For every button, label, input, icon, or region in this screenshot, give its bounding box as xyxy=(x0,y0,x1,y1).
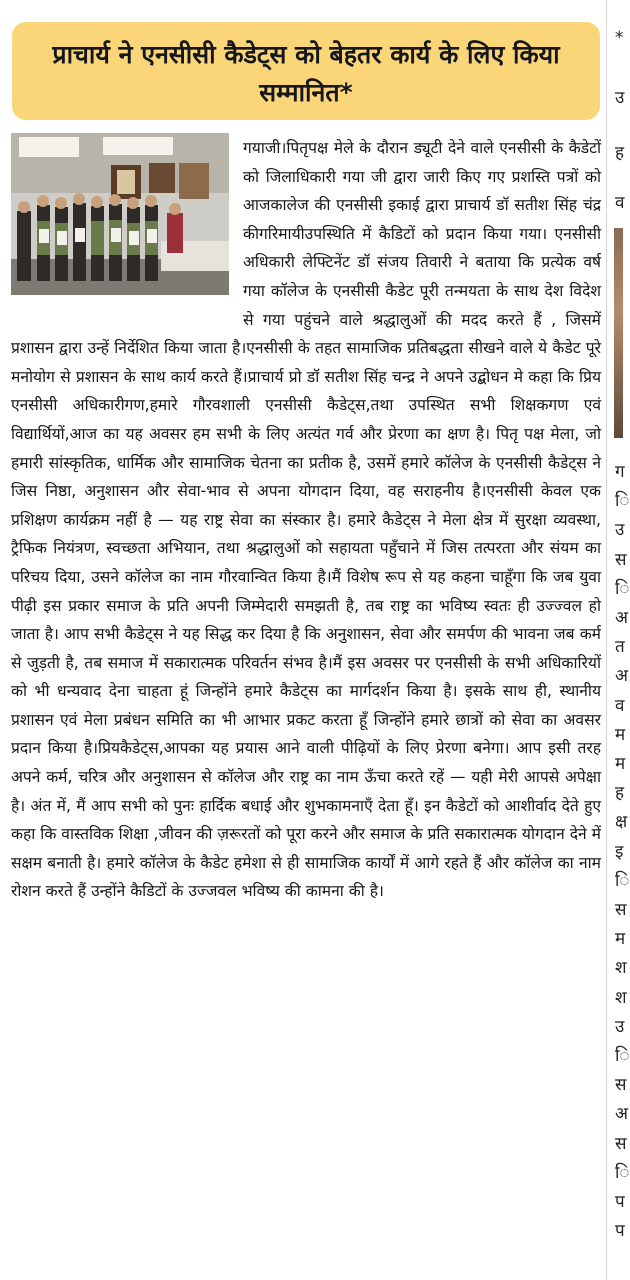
adjacent-text-fragment: म xyxy=(615,724,626,745)
adjacent-text-fragment: ि xyxy=(615,491,630,512)
column-divider xyxy=(606,0,607,1280)
adjacent-text-fragment: ि xyxy=(615,1162,630,1183)
adjacent-text-fragment: उ xyxy=(615,1016,625,1037)
adjacent-text-fragment: उ xyxy=(615,520,625,541)
adjacent-text-fragment: ग xyxy=(615,462,625,482)
adjacent-text-fragment: अ xyxy=(615,1104,628,1125)
adjacent-text-fragment: स xyxy=(615,900,627,920)
adjacent-text-fragment: स xyxy=(615,549,627,570)
adjacent-text-fragment: प xyxy=(615,1221,625,1242)
article-text: गयाजी।पितृपक्ष मेले के दौरान ड्यूटी देने वाले एनसीसी के कैडेटों को जिलाधिकारी गया जी द्वारा जारी किए गए प्रशस्ति पत्रों को आजकालेज की एनसीसी इकाई द्वारा प्राचार्य डॉ सतीश सिंह चंद्र कीगरिमायीउपस्थिति में कैडिटों को प्रदान किया गया। एनसीसी अधिकारी लेफ्टिनेंट डॉ संजय तिवारी ने बताया कि प्रत्येक वर्ष गया कॉलेज के एनसीसी कैडेट पूरी तन्मयता के साथ देश विदेश से गया पहुंचने वाले श्रद्धालुओं की मदद करते हैं , जिसमें प्रशासन द्वारा उन्हें निर्देशित किया जाता है।एनसीसी के तहत सामाजिक प्रतिबद्धता सीखने वाले ये कैडेट पूरे मनोयोग से प्रशासन के साथ कार्य करते हैं।प्राचार्य प्रो डॉ सतीश सिंह चन्द्र ने अपने उद्बोधन मे कहा कि प्रिय एनसीसी अधिकारीगण,हमारे गौरवशाली एनसीसी कैडेट्स,तथा उपस्थित सभी शिक्षकगण एवं विद्यार्थियों,आज का यह अवसर हम सभी के लिए अत्यंत गर्व और प्रेरणा का क्षण है। पितृ पक्ष मेला, जो हमारी सांस्कृतिक, धार्मिक और सामाजिक चेतना का प्रतीक है, उसमें हमारे कॉलेज के एनसीसी कैडेट्स ने जिस निष्ठा, अनुशासन और सेवा-भाव से अपना योगदान दिया, वह सराहनीय है।एनसीसी केवल एक प्रशिक्षण कार्यक्रम नहीं है — यह राष्ट्र सेवा का संस्कार है। हमारे कैडेट्स ने मेला क्षेत्र में सुरक्षा व्यवस्था, ट्रैफिक नियंत्रण, स्वच्छता अभियान, तथा श्रद्धालुओं को सहायता पहुँचाने में जिस तत्परता और संयम का परिचय दिया, उसने कॉलेज का नाम गौरवान्वित किया है।मैं विशेष रूप से यह कहना चाहूँगा कि जब युवा पीढ़ी इस प्रकार समाज के प्रति अपनी जिम्मेदारी समझती है, तब राष्ट्र का भविष्य स्वतः ही उज्ज्वल हो जाता है। आप सभी कैडेट्स ने यह सिद्ध कर दिया है कि अनुशासन, सेवा और समर्पण की भावना जब कर्म से जुड़ती है, तब समाज में सकारात्मक परिवर्तन संभव है।मैं इस अवसर पर एनसीसी के सभी अधिकारियों को भी धन्यवाद देना चाहता हूं जिन्होंने हमारे कैडेट्स का मार्गदर्शन किया है। इसके साथ ही, स्थानीय प्रशासन एवं मेला प्रबंधन समिति का भी आभार प्रकट करता हूँ जिन्होंने हमारे छात्रों को सेवा का अवसर प्रदान किया है।प्रियकैडेट्स,आपका यह प्रयास आने वाली पीढ़ियों के लिए प्रेरणा बनेगा। आप इसी तरह अपने कर्म, चरित्र और अनुशासन से कॉलेज और राष्ट्र का नाम ऊँचा करते रहें — यही मेरी आपसे अपेक्षा है। अंत में, मैं आप सभी को पुनः हार्दिक बधाई और शुभकामनाएँ देता हूँ। इन कैडेटों को आशीर्वाद देते हुए कहा कि वास्तविक शिक्षा ,जीवन की ज़रूरतों को पूरा करने और समाज के प्रति सकारात्मक योगदान देने में सक्षम बनाती है। हमारे कॉलेज के कैडेट हमेशा से ही सामाजिक कार्यों में आगे रहते हैं और कॉलेज का नाम रोशन करते हैं उन्होंने कैडिटों के उज्जवल भविष्य की कामना की है। xyxy=(11,139,602,901)
adjacent-text-fragment: ि xyxy=(615,1046,630,1066)
adjacent-text-fragment: श xyxy=(615,958,627,979)
headline-banner xyxy=(12,22,600,120)
adjacent-text-fragment: ि xyxy=(615,870,630,891)
adjacent-photo-edge xyxy=(614,228,623,438)
adjacent-text-fragment: ह xyxy=(615,783,625,804)
headline-text: प्राचार्य ने एनसीसी कैडेट्स को बेहतर कार्य के लिए किया सम्मानित* xyxy=(52,40,560,107)
adjacent-text-fragment: म xyxy=(615,754,626,774)
adjacent-text-fragment: ह xyxy=(615,143,625,163)
adjacent-text-fragment: म xyxy=(615,929,626,950)
adjacent-column-strip xyxy=(606,0,630,1280)
adjacent-text-fragment: श xyxy=(615,987,627,1008)
adjacent-text-fragment: व xyxy=(615,695,625,716)
adjacent-text-fragment: स xyxy=(615,1075,627,1096)
adjacent-text-fragment: त xyxy=(615,637,625,658)
adjacent-text-fragment: * xyxy=(615,28,624,48)
adjacent-text-fragment: ि xyxy=(615,578,630,599)
adjacent-text-fragment: उ xyxy=(615,88,625,108)
adjacent-text-fragment: व xyxy=(615,193,625,213)
adjacent-text-fragment: स xyxy=(615,1133,627,1154)
article-body xyxy=(11,134,601,906)
adjacent-text-fragment: प xyxy=(615,1192,625,1212)
adjacent-text-fragment: अ xyxy=(615,666,628,687)
adjacent-text-fragment: क्ष xyxy=(615,812,628,833)
adjacent-text-fragment: इ xyxy=(615,841,624,862)
adjacent-text-fragment: अ xyxy=(615,608,628,628)
photo-wrap-space xyxy=(11,134,243,334)
